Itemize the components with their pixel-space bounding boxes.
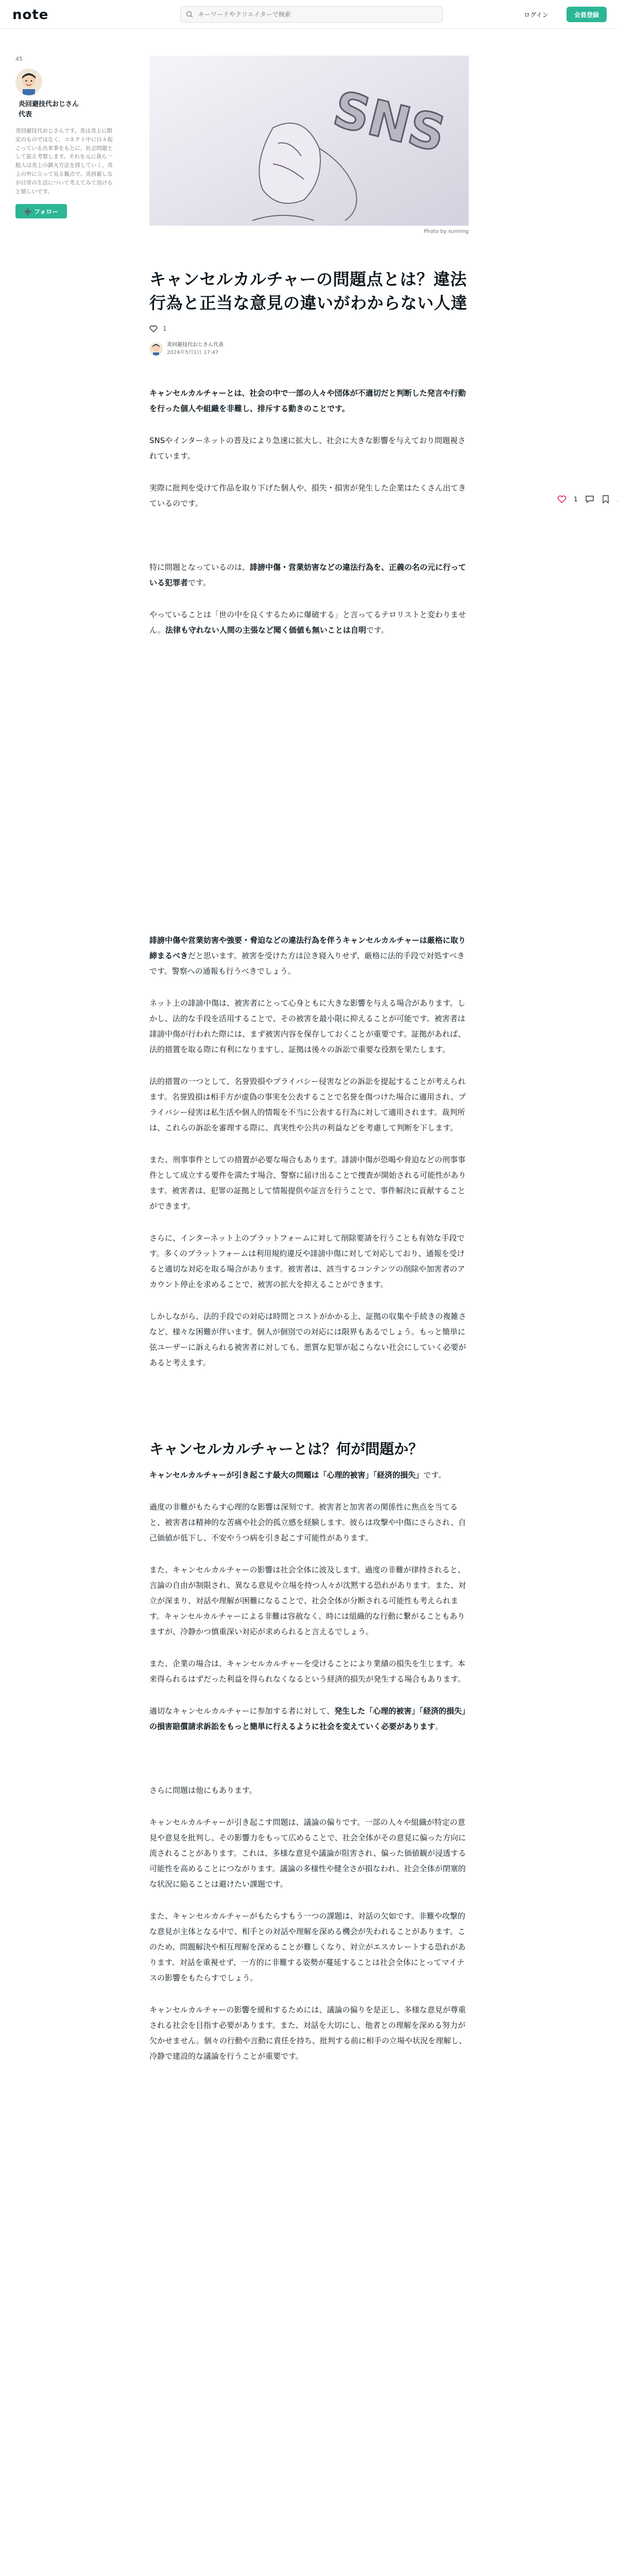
spacer <box>149 654 469 933</box>
text-run: さらに、インターネット上のプラットフォームに対して削除要請を行うことも有効な手段です。多くのプラットフォームは利用規約違反や誹謗中傷に対して対応しており、通報を受けると適切な対応を取る場合があります。被害者は、該当するコンテンツの削除や加害者のアカウント停止を求めることで、被害の拡大を抑えることができます。 <box>149 1233 466 1289</box>
paragraph <box>149 607 469 638</box>
text-run: さらに問題は他にもあります。 <box>149 1785 257 1795</box>
paragraph <box>149 1703 469 1734</box>
paragraph <box>149 1152 469 1214</box>
section-heading: キャンセルカルチャーとは？何が問題か？ <box>149 1440 423 1458</box>
article-title: キャンセルカルチャーの問題点とは？違法行為と正当な意見の違いがわからない人達 <box>149 269 468 313</box>
paragraph <box>149 995 469 1057</box>
paragraph <box>149 433 469 464</box>
hero-image <box>149 56 469 226</box>
author-mini-avatar[interactable] <box>149 342 163 355</box>
publish-date: 2024年5月1日 17:47 <box>167 349 219 355</box>
text-run: 。 <box>435 1721 443 1731</box>
paragraph <box>149 1815 469 1892</box>
side-actions <box>557 495 618 504</box>
paragraph <box>149 1230 469 1292</box>
bold-text: キャンセルカルチャーが引き起こす最大の問題は「心理的被害」「経済的損失」 <box>149 1470 424 1480</box>
text-run: です。 <box>366 625 389 635</box>
top-header <box>0 0 618 29</box>
profile-description: 炎回避技代おじさんです。炎は炎上に限定のものではなく、コネクト中に日々起こっている出来事をもとに、社会問題として捉え考察します。それを元に我ら一般人は炎上の鎮火方法を探していく、炎上の外に立って見る観点で、炎回避しなが日常の生活について考えてみて頂けると嬉しいです。 <box>15 128 113 195</box>
bookmark-icon[interactable] <box>602 495 610 504</box>
text-run: しかしながら、法的手段での対応は時間とコストがかかる上、証拠の収集や手続きの複雑さなど、様々な困難が伴います。個人が個別での対応には限界もあるでしょう。もっと簡単に弦ユーザーに訴えられる被害者に対しても、悪質な犯罪が起こらない社会にしていく必要があると考えます。 <box>149 1311 467 1367</box>
like-count: 1 <box>163 325 167 332</box>
text-run: 過度の非難がもたらす心理的な影響は深刻です。被害者と加害者の関係性に焦点を当てると、被害者は精神的な苦痛や社会的孤立感を経験します。彼らは攻撃や中傷にさらされ、自己価値が低下し、不安やうつ病を引き起こす可能性があります。 <box>149 1502 466 1543</box>
paragraph <box>149 1467 469 1483</box>
text-run: キャンセルカルチャーの影響を緩和するためには、議論の偏りを是正し、多様な意見が尊重される社会を目指す必要があります。また、対話を大切にし、他者との理解を深める努力が欠かせません。個々の行動や言動に責任を持ち、批判する前に相手の立場や状況を理解し、冷静で建設的な議論を行うことが重要です。 <box>149 2005 467 2061</box>
author-meta <box>167 341 224 357</box>
bold-text: 発生した「心理的被害」「経済的損失」の損害賠償請求訴訟をもっと簡単に行えるように社会を変えていく必要があります <box>149 1706 466 1731</box>
text-run: また、刑事事件としての措置が必要な場合もあります。誹謗中傷が恐喝や脅迫などの刑事事件として成立する要件を満たす場合、警察に届け出ることで捜査が開始される可能性があります。被害者は、犯罪の証拠として情報提供や証言を行うことで、事件解決に貢献することができます。 <box>149 1155 467 1211</box>
paragraph <box>149 933 469 979</box>
paragraph <box>149 2002 469 2064</box>
heart-icon[interactable] <box>149 325 158 333</box>
paragraph <box>149 385 469 416</box>
photo-credit <box>149 229 469 234</box>
paragraph <box>149 528 469 543</box>
search-icon <box>186 11 193 18</box>
text-run: また、キャンセルカルチャーがもたらすもう一つの課題は、対話の欠如です。非難や攻撃的な意見が主体となる中で、相手との対話や理解を深める機会が失われることがあります。このため、問題解決や相互理解を深めることが難しくなり、対立がエスカレートする恐れがあります。対話を重視せず、一方的に非難する姿勢が蔓延することは社会全体にとってマイナスの影響をもたらすでしょう。 <box>149 1911 466 1982</box>
photo-credit-prefix: Photo by <box>424 229 449 234</box>
bold-text: 法律も守れない人間の主張など聞く価値も無いことは自明 <box>165 625 366 635</box>
text-run: ネット上の誹謗中傷は、被害者にとって心身ともに大きな影響を与える場合があります。しかし、法的な手段を活用することで、その被害を最小限に抑えることが可能です。被害者は誹謗中傷が行われた際には、まず被害内容を保存しておくことが重要です。証拠があれば、法的措置を取る際に有利になりますし、証拠は後々の訴訟で重要な役割を果たします。 <box>149 998 466 1054</box>
bold-text: 誹謗中傷・営業妨害などの違法行為を、正義の名の元に行っている犯罪者 <box>149 562 467 587</box>
search-box[interactable] <box>180 6 443 23</box>
paragraph <box>149 1074 469 1136</box>
text-run: です。 <box>188 578 211 587</box>
text-run: キャンセルカルチャーが引き起こす問題は、議論の偏りです。一部の人々や組織が特定の意見や意見を批判し、その影響力をもって広めることで、社会全体がその意見に偏った方向に流されることがあります。これは、多様な意見や議論が阻害され、偏った価値観が浸透する可能性を高めることにつながります。議論の多様性や健全さが損なわれ、社会全体が閉塞的な状況に陥ることは避けたい課題です。 <box>149 1817 466 1889</box>
note-logo[interactable]: note <box>12 7 49 23</box>
paragraph <box>149 1562 469 1639</box>
text-run: SNSやインターネットの普及により急速に拡大し、社会に大きな影響を与えており問題視されています。 <box>149 435 466 461</box>
comment-icon[interactable] <box>585 495 594 504</box>
paragraph <box>149 1499 469 1546</box>
paragraph <box>149 1309 469 1370</box>
search-input[interactable] <box>198 7 435 22</box>
photo-credit-author[interactable]: sunning <box>448 229 469 234</box>
follow-button[interactable] <box>15 204 67 218</box>
person-plus-icon: ➕ <box>24 208 32 215</box>
login-button[interactable]: ログイン <box>518 7 554 22</box>
author-profile <box>15 56 113 218</box>
side-like-count: 1 <box>574 496 578 503</box>
follow-button-label: フォロー <box>33 208 59 215</box>
article-body-b <box>149 933 469 1370</box>
text-run: 法的措置の一つとして、名誉毀損やプライバシー侵害などの訴訟を提起することが考えられます。名誉毀損は相手方が虚偽の事実を公表することで名誉を傷つけた場合に適用され、プライバシー侵害は私生活や個人的情報を不当に公表する行為に対して適用されます。裁判所は、これらの訴訟を審理する際に、真実性や公共の利益などを考慮して判断を下します。 <box>149 1076 466 1132</box>
text-run: 実際に批判を受けて作品を取り下げた個人や、損失・損害が発生した企業はたくさん出てきているのです。 <box>149 483 466 508</box>
author-avatar[interactable] <box>15 69 42 95</box>
paragraph <box>149 1751 469 1766</box>
profile-tag: 45 <box>15 56 23 62</box>
paragraph <box>149 560 469 590</box>
profile-name[interactable]: 炎回避技代おじさん代表 <box>19 100 79 118</box>
paragraph <box>149 480 469 511</box>
text-run: 特に問題となっているのは、 <box>149 562 250 572</box>
paragraph <box>149 1908 469 1986</box>
author-name[interactable]: 炎回避技代おじさん代表 <box>167 342 224 348</box>
text-run: やっていることは「世の中を良くするために爆破する」と言ってるテロリストと変わりません。 <box>149 609 466 635</box>
svg-text:SNS: SNS <box>328 80 451 163</box>
article-body-c <box>149 1438 469 2064</box>
heart-icon[interactable] <box>557 495 566 504</box>
article-body <box>149 385 469 638</box>
article <box>149 56 469 2080</box>
bold-text: キャンセルカルチャーとは、社会の中で一部の人々や団体が不適切だと判断した発言や行動を行った個人や組織を非難し、排斥する動きのことです。 <box>149 388 466 413</box>
bold-text: 誹謗中傷や営業妨害や強要・脅迫などの違法行為を伴うキャンセルカルチャーは厳格に取り締まるべき <box>149 935 466 960</box>
text-run: また、企業の場合は、キャンセルカルチャーを受けることにより業績の損失を生じます。本来得られるはずだった利益を得られなくなるという経済的損失が発生する場合もあります。 <box>149 1658 466 1684</box>
like-row <box>149 325 469 333</box>
text-run: です。 <box>423 1470 446 1480</box>
spacer <box>149 1387 469 1423</box>
paragraph <box>149 1656 469 1687</box>
text-run: だと思います。被害を受けた方は泣き寝入りせず、厳格に法的手段で対処すべきです。警察への通報も行うべきでしょう。 <box>149 951 465 976</box>
signup-button[interactable]: 会員登録 <box>566 7 607 22</box>
author-row <box>149 341 469 357</box>
paragraph <box>149 1783 469 1798</box>
text-run: 適切なキャンセルカルチャーに参加する者に対して、 <box>149 1706 335 1716</box>
text-run: また、キャンセルカルチャーの影響は社会全体に波及します。過度の非難が律持されると、言論の自由が制限され、異なる意見や立場を持つ人々が沈黙する恐れがあります。また、対立が深まり、対話や理解が困難になることで、社会全体が分断される可能性も考えられます。キャンセルカルチャーによる非難は容赦なく、時には組織的な行動に繋がることもありますが、冷静かつ慎重深い対応が求められると言えるでしょう。 <box>149 1565 466 1636</box>
